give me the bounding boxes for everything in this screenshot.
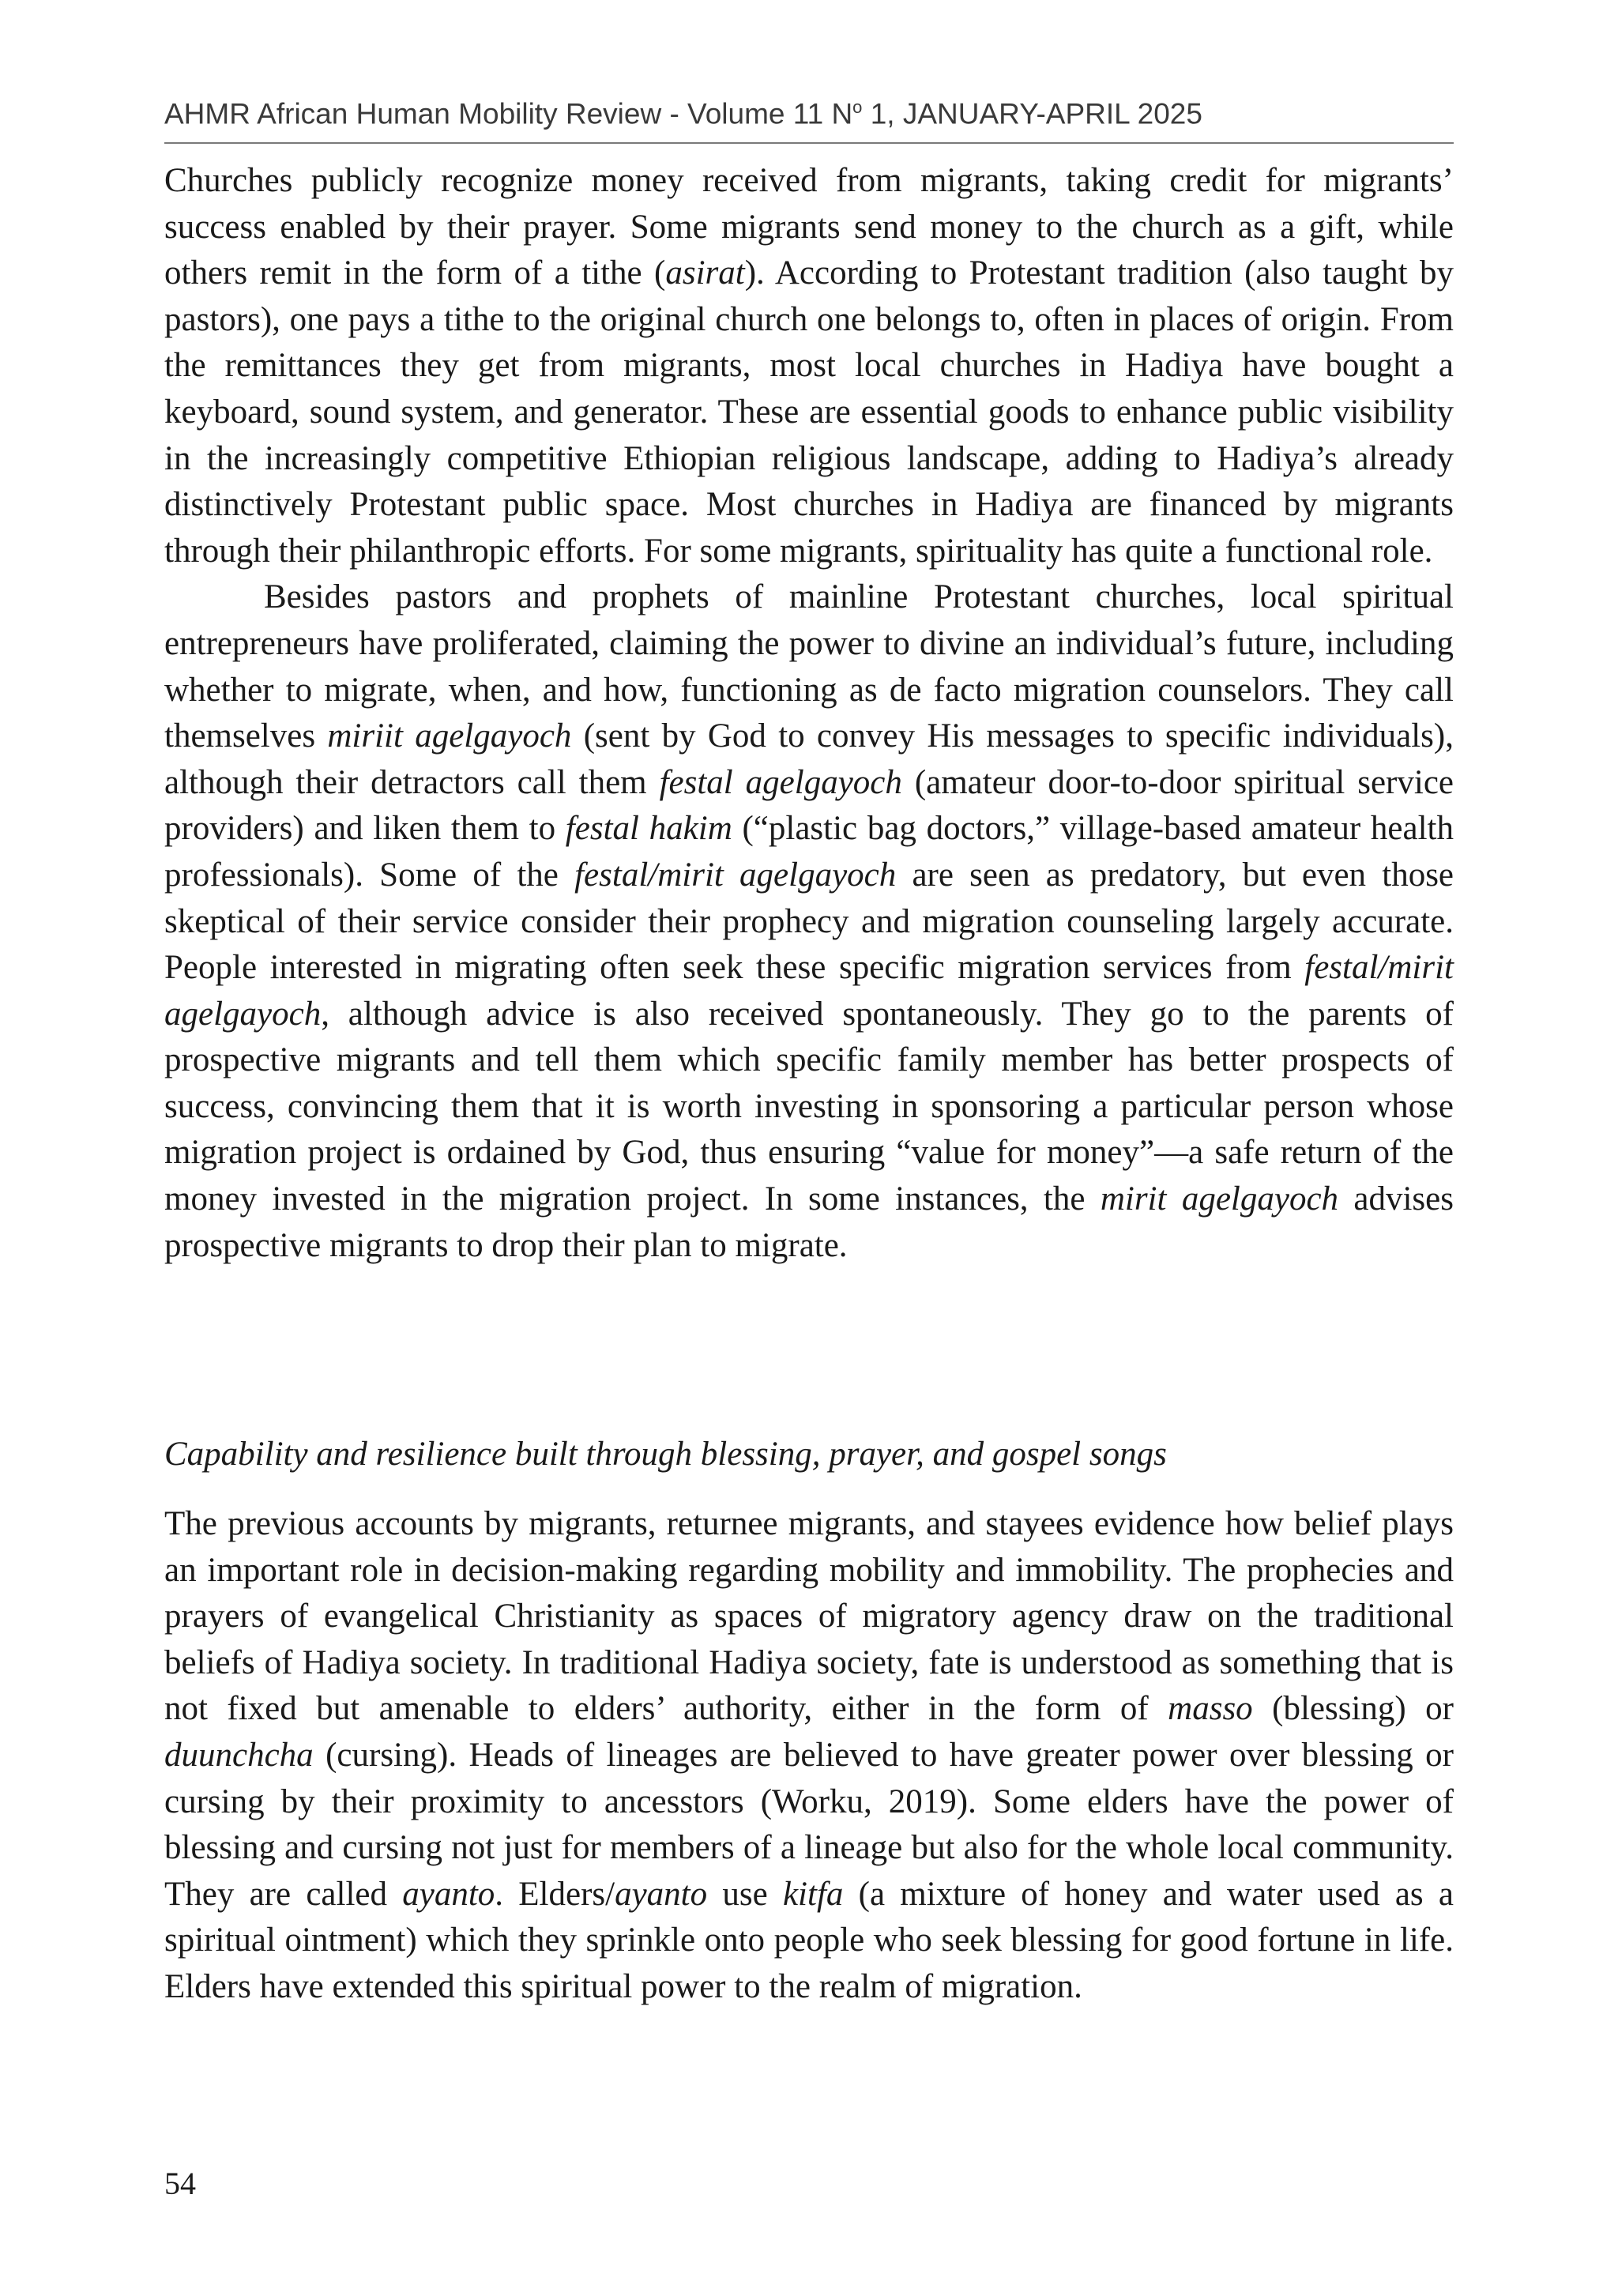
section-heading: Capability and resilience built through blessing, prayer, and gospel songs — [164, 1436, 1167, 1473]
p1-text-1: Churches publicly recognize money received from migrants, taking credit for migrants’ success enabled by their prayer. Some migrants send money to the church as a gift, while others remit in the form of a tithe ( — [164, 162, 1454, 292]
paragraph-2 — [164, 574, 1454, 1269]
p2-text-4: (“plastic bag doctors,” village-based amateur health professionals). Some of the — [164, 810, 1454, 894]
p2-text-2: (sent by God to convey His messages to specific individuals), although their detractors call them — [164, 717, 1454, 801]
p2-italic-5: festal/mirit agelgayoch — [164, 949, 1454, 1033]
page-number: 54 — [164, 2166, 196, 2201]
p1-italic-1: asirat — [665, 254, 745, 292]
header-rule — [164, 142, 1454, 144]
p3-text-4: . Elders/ — [495, 1875, 615, 1913]
p2-text-3: (amateur door-to-door spiritual service providers) and liken them to — [164, 763, 1454, 848]
running-header — [164, 98, 1454, 130]
p3-text-3: (cursing). Heads of lineages are believed to have greater power over blessing or cursing by their proximity to ancesstors (Worku, 2019). Some elders have the power of blessing and cursing not just for members of a lineage but also for the whole local community. They are called — [164, 1736, 1454, 1913]
p2-italic-6: mirit agelgayoch — [1100, 1180, 1339, 1218]
paragraph-1 — [164, 158, 1454, 574]
p3-text-5: use — [707, 1875, 783, 1913]
number-superscript: o — [852, 97, 863, 117]
p3-italic-1: masso — [1168, 1690, 1253, 1728]
p2-italic-2: festal agelgayoch — [659, 763, 902, 801]
p2-text-5: are seen as predatory, but even those skeptical of their service consider their prophecy and migration counseling largely accurate. People interested in migrating often seek these specific migration services from — [164, 856, 1454, 987]
p3-text-6: (a mixture of honey and water used as a spiritual ointment) which they sprinkle onto people who seek blessing for good fortune in life. Elders have extended this spiritual power to the realm of migration. — [164, 1875, 1454, 2005]
p3-italic-3: ayanto — [402, 1875, 495, 1913]
p2-italic-3: festal hakim — [565, 810, 732, 848]
p3-text-2: (blessing) or — [1252, 1690, 1454, 1728]
p2-italic-4: festal/mirit agelgayoch — [574, 856, 897, 894]
p3-text-1: The previous accounts by migrants, returnee migrants, and stayees evidence how belief plays an important role in decision-making regarding mobility and immobility. The prophecies and prayers of evangelical Christianity as spaces of migratory agency draw on the traditional beliefs of Hadiya society. In traditional Hadiya society, fate is understood as something that is not fixed but amenable to elders’ authority, either in the form of — [164, 1505, 1454, 1728]
body-text-lower — [164, 1501, 1454, 2011]
p2-text-7: advises prospective migrants to drop their plan to migrate. — [164, 1180, 1454, 1264]
p3-italic-5: kitfa — [782, 1875, 844, 1913]
issue-date: 1, JANUARY-APRIL 2025 — [862, 97, 1202, 130]
journal-title: AHMR African Human Mobility Review - Volume 11 N — [164, 97, 853, 130]
p2-text-6: , although advice is also received spontaneously. They go to the parents of prospective migrants and tell them which specific family member has better prospects of success, convincing them that it is worth investing in sponsoring a particular person whose migration project is ordained by God, thus ensuring “value for money”—a safe return of the money invested in the migration project. In some instances, the — [164, 995, 1454, 1218]
p2-text-1: Besides pastors and prophets of mainline Protestant churches, local spiritual entrepreneurs have proliferated, claiming the power to divine an individual’s future, including whether to migrate, when, and how, functioning as de facto migration counselors. They call themselves — [164, 578, 1454, 755]
body-text-upper — [164, 158, 1454, 1269]
paragraph-3 — [164, 1501, 1454, 2011]
p1-text-2: ). According to Protestant tradition (also taught by pastors), one pays a tithe to the original church one belongs to, often in places of origin. From the remittances they get from migrants, most local churches in Hadiya have bought a keyboard, sound system, and generator. These are essential goods to enhance public visibility in the increasingly competitive Ethiopian religious landscape, adding to Hadiya’s already distinctively Protestant public space. Most churches in Hadiya are financed by migrants through their philanthropic efforts. For some migrants, spirituality has quite a functional role. — [164, 254, 1454, 570]
p2-italic-1: miriit agelgayoch — [327, 717, 572, 755]
p3-italic-2: duunchcha — [164, 1736, 314, 1774]
p3-italic-4: ayanto — [615, 1875, 708, 1913]
